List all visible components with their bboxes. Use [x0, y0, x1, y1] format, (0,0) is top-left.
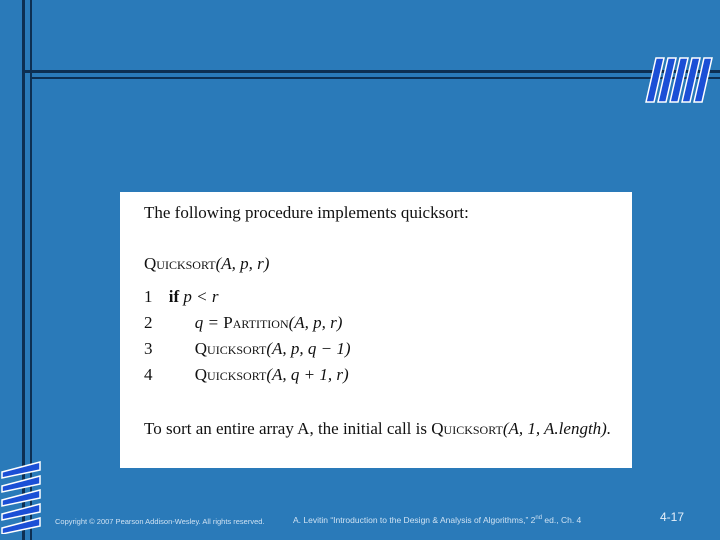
line-number: 2 — [144, 313, 153, 332]
line-4 — [144, 365, 349, 385]
line-number: 1 — [144, 287, 153, 306]
assignment-lhs: q = — [194, 313, 219, 332]
closing-prefix: To sort an entire array A, the initial call is — [144, 419, 427, 438]
condition: p < r — [183, 287, 219, 306]
line-number: 3 — [144, 339, 153, 358]
call-name: Partition — [223, 313, 289, 332]
keyword-if: if — [168, 287, 180, 306]
intro-text: The following procedure implements quicksort: — [144, 203, 469, 222]
copyright: Copyright © 2007 Pearson Addison-Wesley. All rights reserved. — [55, 517, 265, 526]
stripe-logo-icon — [640, 54, 716, 104]
line-number: 4 — [144, 365, 153, 384]
page-number: 4-17 — [660, 510, 685, 524]
call-name: Quicksort — [194, 365, 267, 384]
line-3 — [144, 339, 351, 359]
call-args: (A, q + 1, r) — [266, 365, 349, 384]
closing-args: (A, 1, A.length). — [502, 419, 612, 438]
procedure-header — [144, 254, 269, 274]
reference-text: A. Levitin “Introduction to the Design & Analysis of Algorithms,” 2 — [293, 515, 536, 525]
quicksort-figure — [120, 192, 632, 468]
closing-call: Quicksort — [431, 419, 503, 438]
frame-horizontal-line-inner — [30, 77, 720, 79]
reference-end: ed., Ch. 4 — [542, 515, 582, 525]
closing-text — [144, 419, 611, 439]
line-1 — [144, 287, 218, 307]
reference-sup: nd — [535, 515, 543, 522]
call-args: (A, p, r) — [288, 313, 343, 332]
reference — [293, 515, 581, 525]
frame-horizontal-line — [22, 70, 720, 73]
call-name: Quicksort — [194, 339, 267, 358]
line-2 — [144, 313, 342, 333]
procedure-name: Quicksort — [144, 254, 216, 273]
procedure-args: (A, p, r) — [215, 254, 270, 273]
call-args: (A, p, q − 1) — [266, 339, 351, 358]
stripe-logo-icon-bottom — [0, 458, 44, 534]
